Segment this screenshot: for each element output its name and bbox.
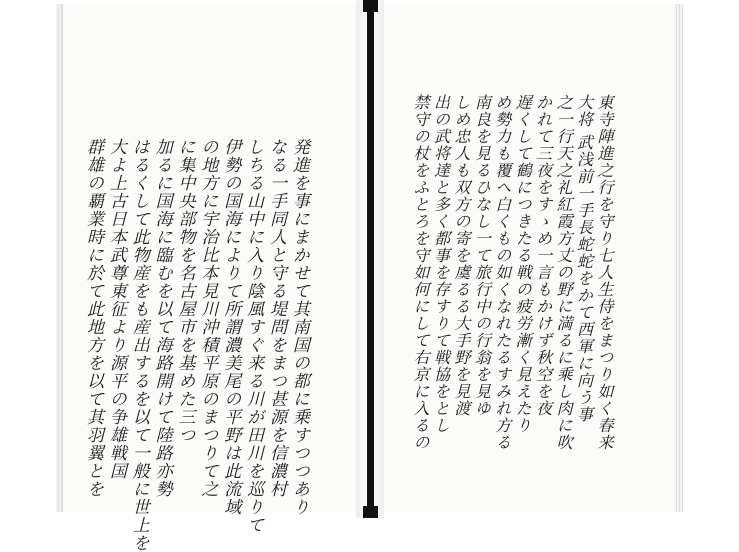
binding-spine [367, 0, 374, 518]
text-column: 発進を事にまかせて其南国の都に乗すつつあり [288, 138, 309, 516]
text-column: はるくして此物産をも産出するを以て一般に世上を [128, 138, 149, 552]
text-column: 大よ上古日本武尊東征より源平の争雄戦国 [105, 138, 126, 480]
text-column: の地方に宇治比本見川沖積平原のまつりて之 [197, 138, 218, 498]
spine-cap-bottom [363, 506, 378, 518]
text-column: 遅くして鶴につきたる戦の疲労漸く見えたり [513, 94, 533, 434]
page-edge-right [674, 4, 683, 512]
text-column: かれて三夜をすゝめ一言もかけず秋空を夜 [533, 94, 553, 417]
spine-cap-top [363, 0, 378, 12]
left-page-text [83, 138, 309, 552]
text-column: 大将 武浅前一手長蛇蛇をかて西軍に向う事 [574, 94, 594, 424]
text-column: 加るに国海に臨むを以て海路開けて陸路亦勢 [151, 138, 172, 498]
text-column: なる一手同人と守る堤問をまつ甚源を信濃村 [266, 138, 286, 498]
text-column: 禁守の杖をふとろを守如何にして右京に入るの [411, 94, 430, 451]
text-column: に集中央部物を名古屋市を基めた三つ [174, 138, 195, 444]
text-column: 伊勢の国海によりて所謂濃美尾の平野は此流域 [220, 138, 241, 516]
text-column: め勢力も覆へ白くもの如くなれたるすみれ方る [492, 94, 512, 451]
text-column: しちる山中に入り陰風すぐ来る川が田川を巡りて [243, 138, 264, 534]
text-column: 南良を見るひなし一て旅行中の行翁を見ゆ [472, 94, 492, 417]
text-column: 出の武将達と多く都事を存すりて戦協をとし [431, 94, 451, 434]
text-column: 之一行天之礼紅霞方丈の野に満るに乘し肉に吹 [554, 94, 574, 451]
text-column: 東寺陣進之行を守り七人生侍をまつり如く春来 [594, 94, 614, 451]
text-column: しめ忠人も双方の寄を虞るる大手野を見渡 [451, 94, 471, 417]
text-column: 群雄の覇業時に於て此地方を以て其羽翼とを [83, 138, 103, 498]
right-page-text [412, 94, 612, 469]
